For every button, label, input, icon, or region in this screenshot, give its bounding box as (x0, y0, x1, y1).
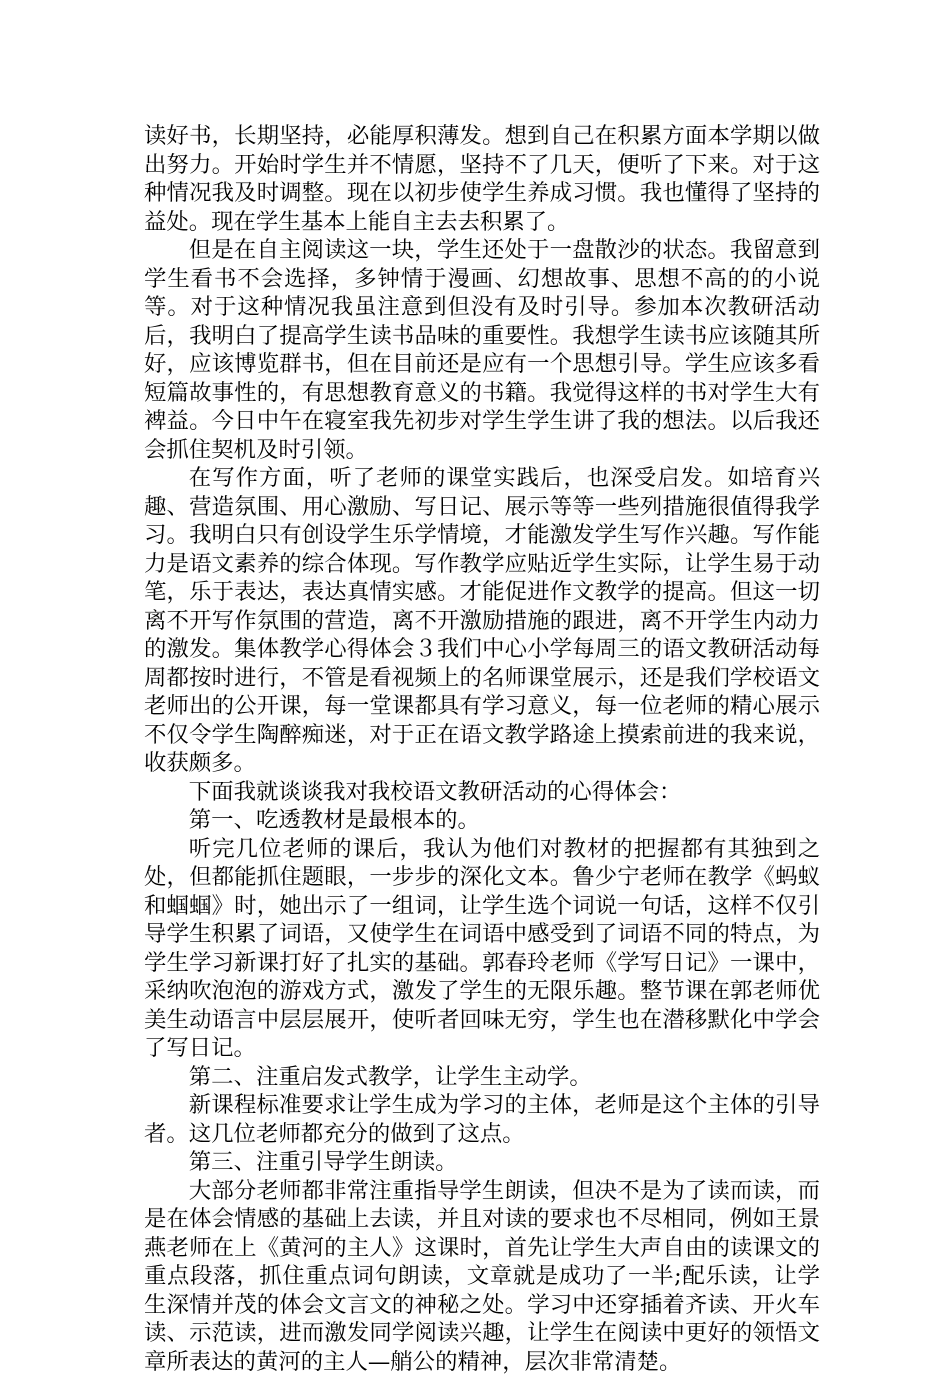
paragraph-1: 读好书，长期坚持，必能厚积薄发。想到自己在积累方面本学期以做出努力。开始时学生并不情愿，坚持不了几天，便听了下来。对于这种情况我及时调整。现在以初步使学生养成习惯。我也懂得了坚持的益处。现在学生基本上能自主去去积累了。 (144, 122, 820, 236)
section-heading-2: 第二、注重启发式教学，让学生主动学。 (144, 1063, 820, 1092)
paragraph-2: 但是在自主阅读这一块，学生还处于一盘散沙的状态。我留意到学生看书不会选择，多钟情于漫画、幻想故事、思想不高的的小说等。对于这种情况我虽注意到但没有及时引导。参加本次教研活动后，我明白了提高学生读书品味的重要性。我想学生读书应该随其所好，应该博览群书，但在目前还是应有一个思想引导。学生应该多看短篇故事性的，有思想教育意义的书籍。我觉得这样的书对学生大有裨益。今日中午在寝室我先初步对学生学生讲了我的想法。以后我还会抓住契机及时引领。 (144, 236, 820, 464)
paragraph-3: 在写作方面，听了老师的课堂实践后，也深受启发。如培育兴趣、营造氛围、用心激励、写日记、展示等等一些列措施很值得我学习。我明白只有创设学生乐学情境，才能激发学生写作兴趣。写作能力是语文素养的综合体现。写作教学应贴近学生实际，让学生易于动笔，乐于表达，表达真情实感。才能促进作文教学的提高。但这一切离不开写作氛围的营造，离不开激励措施的跟进，离不开学生内动力的激发。集体教学心得体会３我们中心小学每周三的语文教研活动每周都按时进行，不管是看视频上的名师课堂展示，还是我们学校语文老师出的公开课，每一堂课都具有学习意义，每一位老师的精心展示不仅令学生陶醉痴迷，对于正在语文教学路途上摸索前进的我来说，收获颇多。 (144, 464, 820, 778)
paragraph-6: 新课程标准要求让学生成为学习的主体，老师是这个主体的引导者。这几位老师都充分的做到了这点。 (144, 1091, 820, 1148)
paragraph-4: 下面我就谈谈我对我校语文教研活动的心得体会： (144, 778, 820, 807)
section-heading-3: 第三、注重引导学生朗读。 (144, 1148, 820, 1177)
document-body (144, 122, 820, 1376)
paragraph-5: 听完几位老师的课后，我认为他们对教材的把握都有其独到之处，但都能抓住题眼，一步步的深化文本。鲁少宁老师在教学《蚂蚁和蝈蝈》时，她出示了一组词，让学生选个词说一句话，这样不仅引导学生积累了词语，又使学生在词语中感受到了词语不同的特点，为学生学习新课打好了扎实的基础。郭春玲老师《学写日记》一课中，采纳吹泡泡的游戏方式，激发了学生的无限乐趣。整节课在郭老师优美生动语言中层层展开，使听者回味无穷，学生也在潜移默化中学会了写日记。 (144, 835, 820, 1063)
section-heading-1: 第一、吃透教材是最根本的。 (144, 806, 820, 835)
paragraph-7: 大部分老师都非常注重指导学生朗读，但决不是为了读而读，而是在体会情感的基础上去读，并且对读的要求也不尽相同，例如王景燕老师在上《黄河的主人》这课时，首先让学生大声自由的读课文的重点段落，抓住重点词句朗读，文章就是成功了一半;配乐读，让学生深情并茂的体会文言文的神秘之处。学习中还穿插着齐读、开火车读、示范读，进而激发同学阅读兴趣，让学生在阅读中更好的领悟文章所表达的黄河的主人—艄公的精神，层次非常清楚。 (144, 1177, 820, 1376)
